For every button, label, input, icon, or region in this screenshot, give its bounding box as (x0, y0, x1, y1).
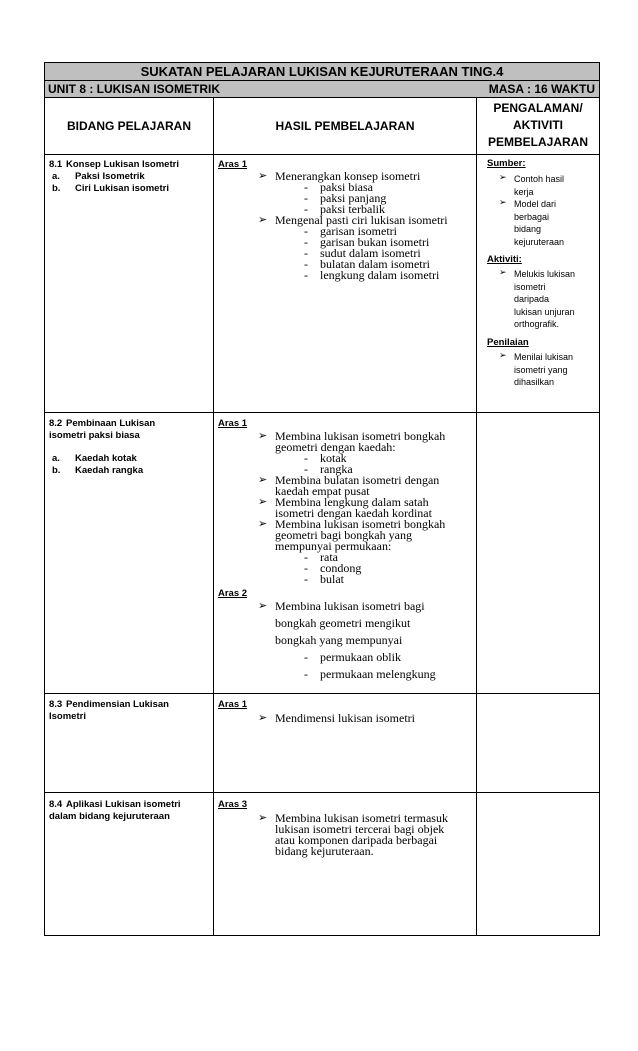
pengalaman-cell (477, 694, 599, 792)
hasil-cell (214, 694, 477, 792)
sub-outcome: bulat (320, 572, 344, 586)
aras-label: Aras 3 (218, 799, 248, 810)
aras-label: Aras 2 (218, 588, 248, 599)
subtopic-text: Ciri Lukisan isometri (75, 183, 169, 194)
dash: - (304, 572, 308, 586)
header-row (45, 98, 599, 155)
outcome-text: Membina lukisan isometri bongkah (275, 517, 446, 531)
bullet-arrow-icon: ➢ (258, 811, 268, 824)
subtopic-a (52, 171, 145, 183)
outcome-text: mempunyai permukaan: (275, 539, 392, 553)
dash: - (304, 224, 308, 238)
pengalaman-cell (477, 155, 599, 412)
dash: - (304, 246, 308, 260)
topic-number: 8.1 (49, 159, 63, 170)
outcome-text: atau komponen daripada berbagai (275, 833, 438, 847)
topic-line-2: Isometri (49, 711, 86, 722)
dash: - (304, 451, 308, 465)
subtopic-key: a. (52, 171, 60, 182)
header-pengalaman (477, 98, 599, 154)
header-bidang-text: BIDANG PELAJARAN (66, 119, 191, 133)
outcome-text: Membina lengkung dalam satah (275, 495, 429, 509)
aras-label: Aras 1 (218, 699, 248, 710)
unit-row (45, 81, 599, 98)
sumber-label: Sumber: (487, 158, 526, 169)
sub-outcome: sudut dalam isometri (320, 246, 421, 260)
dash: - (304, 462, 308, 476)
item-line: isometri (514, 281, 546, 292)
sub-outcome: paksi panjang (320, 191, 387, 205)
bidang-cell (45, 793, 214, 935)
dash: - (304, 550, 308, 564)
sub-outcome: permukaan oblik (320, 650, 401, 664)
bullet-arrow-icon: ➢ (499, 198, 507, 208)
topic-title (49, 418, 155, 430)
bullet-arrow-icon: ➢ (258, 429, 268, 442)
bullet-arrow-icon: ➢ (258, 473, 268, 486)
dash: - (304, 257, 308, 271)
hasil-cell (214, 413, 477, 693)
subtopic-key: a. (52, 453, 60, 464)
subtopic-key: b. (52, 183, 61, 194)
sub-outcome: kotak (320, 451, 347, 465)
topic-title (49, 699, 169, 711)
outcome-text: Membina lukisan isometri bagi (275, 599, 425, 613)
aras-label: Aras 1 (218, 159, 248, 170)
pengalaman-cell (477, 793, 599, 935)
subtopic-b (52, 465, 143, 477)
header-pengalaman-line-2: AKTIVITI (513, 118, 563, 132)
subtopic-text: Kaedah rangka (75, 465, 144, 476)
header-bidang (45, 98, 214, 154)
bullet-arrow-icon: ➢ (258, 599, 268, 612)
dash: - (304, 235, 308, 249)
item-line: isometri yang (514, 364, 568, 375)
bidang-cell (45, 413, 214, 693)
sub-outcome: garisan bukan isometri (320, 235, 430, 249)
bullet-arrow-icon: ➢ (258, 213, 268, 226)
topic-number: 8.3 (49, 699, 63, 710)
bidang-cell (45, 155, 214, 412)
topic-line-1: Konsep Lukisan Isometri (66, 159, 179, 170)
item-line: Model dari (514, 199, 557, 209)
unit-label: UNIT 8 : LUKISAN ISOMETRIK (48, 82, 221, 96)
topic-number: 8.4 (49, 799, 63, 810)
bullet-arrow-icon: ➢ (499, 268, 507, 278)
outcome-text: bidang kejuruteraan. (275, 844, 374, 858)
outcome-text: Membina lukisan isometri bongkah (275, 429, 446, 443)
outcome-text: kaedah empat pusat (275, 484, 370, 498)
item-line: berbagai (514, 211, 550, 222)
aktiviti-item (514, 268, 598, 331)
outcome-text: geometri dengan kaedah: (275, 440, 396, 454)
outcome-text: geometri bagi bongkah yang (275, 528, 412, 542)
masa-label: MASA : 16 WAKTU (488, 82, 595, 96)
dash: - (304, 650, 308, 664)
sub-outcome: paksi biasa (320, 180, 373, 194)
bullet-arrow-icon: ➢ (499, 173, 507, 183)
item-line: kerja (514, 186, 534, 197)
sub-outcome: garisan isometri (320, 224, 397, 238)
bullet-arrow-icon: ➢ (258, 495, 268, 508)
topic-line-1: Pembinaan Lukisan (66, 418, 156, 429)
item-line: Menilai lukisan (514, 352, 574, 362)
outcome-text: Membina lukisan isometri termasuk (275, 811, 448, 825)
outcome-text: bongkah yang mempunyai (275, 633, 403, 647)
pengalaman-cell (477, 413, 599, 693)
dash: - (304, 561, 308, 575)
table-row-8-1 (45, 155, 599, 413)
subtopic-b (52, 183, 169, 195)
table-title: SUKATAN PELAJARAN LUKISAN KEJURUTERAAN TING.4 (45, 63, 599, 81)
outcome-text: bongkah geometri mengikut (275, 616, 411, 630)
item-line: Contoh hasil (514, 174, 565, 184)
penilaian-item (514, 351, 598, 389)
header-hasil-text: HASIL PEMBELAJARAN (275, 119, 415, 133)
outcome-text: Mendimensi lukisan isometri (275, 711, 415, 725)
topic-title (49, 159, 179, 171)
item-line: dihasilkan (514, 377, 555, 387)
topic-line-1: Aplikasi Lukisan isometri (66, 799, 181, 810)
dash: - (304, 180, 308, 194)
bullet-arrow-icon: ➢ (258, 169, 268, 182)
subtopic-text: Paksi Isometrik (75, 171, 145, 182)
penilaian-label: Penilaian (487, 337, 529, 348)
outcome-text: Mengenal pasti ciri lukisan isometri (275, 213, 448, 227)
dash: - (304, 191, 308, 205)
subtopic-a (52, 453, 137, 465)
topic-number: 8.2 (49, 418, 63, 429)
hasil-cell (214, 155, 477, 412)
topic-line-1: Pendimensian Lukisan (66, 699, 169, 710)
table-row-8-2 (45, 413, 599, 694)
dash: - (304, 667, 308, 681)
sub-outcome: condong (320, 561, 362, 575)
hasil-cell (214, 793, 477, 935)
sub-outcome: rangka (320, 462, 353, 476)
item-line: Melukis lukisan (514, 269, 576, 279)
dash: - (304, 202, 308, 216)
topic-line-2: dalam bidang kejuruteraan (49, 811, 170, 822)
item-line: lukisan unjuran (514, 306, 575, 317)
item-line: bidang (514, 224, 542, 234)
dash: - (304, 268, 308, 282)
outcome-text: isometri dengan kaedah kordinat (275, 506, 432, 520)
sub-outcome: bulatan dalam isometri (320, 257, 430, 271)
sub-outcome: paksi terbalik (320, 202, 385, 216)
header-hasil (214, 98, 477, 154)
item-line: daripada (514, 294, 550, 304)
aras-label: Aras 1 (218, 418, 248, 429)
sub-outcome: rata (320, 550, 338, 564)
outcome-text: lukisan isometri tercerai bagi objek (275, 822, 445, 836)
bullet-arrow-icon: ➢ (499, 351, 507, 361)
item-line: kejuruteraan (514, 236, 565, 247)
topic-title (49, 799, 181, 811)
header-pengalaman-line-3: PEMBELAJARAN (487, 135, 588, 149)
bullet-arrow-icon: ➢ (258, 517, 268, 530)
aktiviti-label: Aktiviti: (487, 254, 522, 265)
sumber-item (514, 173, 598, 198)
item-line: orthografik. (514, 319, 560, 329)
subtopic-text: Kaedah kotak (75, 453, 137, 464)
subtopic-key: b. (52, 465, 61, 476)
header-pengalaman-line-1: PENGALAMAN/ (493, 101, 583, 115)
sub-outcome: permukaan melengkung (320, 667, 436, 681)
table-row-8-4 (45, 793, 599, 935)
sumber-item (514, 198, 598, 248)
bidang-cell (45, 694, 214, 792)
outcome-text: Membina bulatan isometri dengan (275, 473, 440, 487)
outcome-text: Menerangkan konsep isometri (275, 169, 421, 183)
sub-outcome: lengkung dalam isometri (320, 268, 440, 282)
syllabus-table (44, 62, 600, 936)
bullet-arrow-icon: ➢ (258, 711, 268, 724)
table-row-8-3 (45, 694, 599, 793)
topic-line-2: isometri paksi biasa (49, 430, 140, 441)
